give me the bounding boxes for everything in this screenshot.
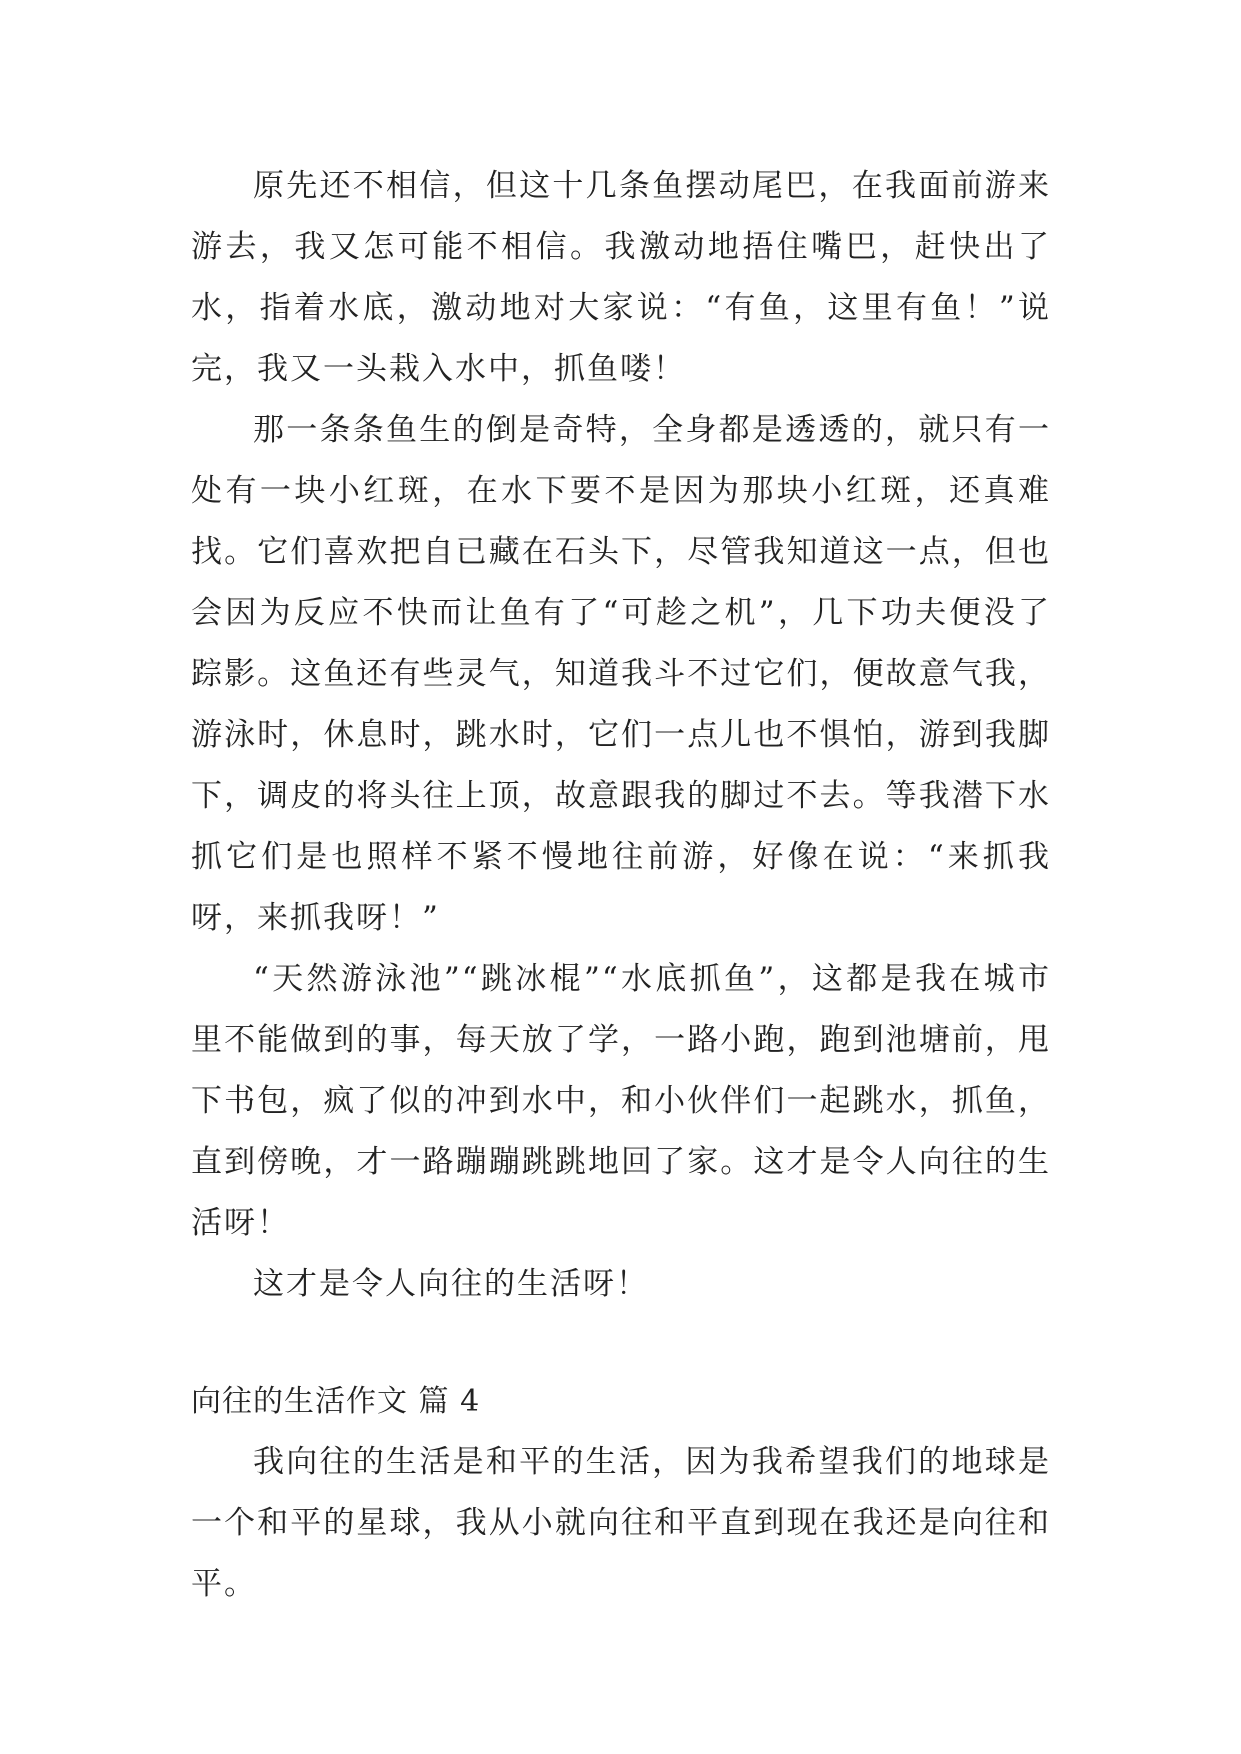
paragraph-village-life: “天然游泳池”“跳冰棍”“水底抓鱼”，这都是我在城市里不能做到的事，每天放了学，一路小跑，跑到池塘前，甩下书包，疯了似的冲到水中，和小伙伴们一起跳水，抓鱼，直到傍晚，才一路蹦蹦跳跳地回了家。这才是令人向往的生活呀！ bbox=[191, 961, 1051, 1241]
section-heading: 向往的生活作文 篇 4 bbox=[191, 1384, 481, 1419]
paragraph-fish-discovery: 原先还不相信，但这十几条鱼摆动尾巴，在我面前游来游去，我又怎可能不相信。我激动地捂住嘴巴，赶快出了水，指着水底，激动地对大家说：“有鱼，这里有鱼！”说完，我又一头栽入水中，抓鱼喽！ bbox=[191, 168, 1051, 387]
section-spacer bbox=[191, 1315, 1051, 1371]
paragraph-conclusion: 这才是令人向往的生活呀！ bbox=[253, 1266, 649, 1302]
document-body bbox=[191, 156, 1051, 1615]
paragraph-fish-description: 那一条条鱼生的倒是奇特，全身都是透透的，就只有一处有一块小红斑，在水下要不是因为那块小红斑，还真难找。它们喜欢把自已藏在石头下，尽管我知道这一点，但也会因为反应不快而让鱼有了“可趁之机”，几下功夫便没了踪影。这鱼还有些灵气，知道我斗不过它们，便故意气我，游泳时，休息时，跳水时，它们一点儿也不惧怕，游到我脚下，调皮的将头往上顶，故意跟我的脚过不去。等我潜下水抓它们是也照样不紧不慢地往前游，好像在说：“来抓我呀，来抓我呀！” bbox=[191, 412, 1051, 936]
paragraph-peace: 我向往的生活是和平的生活，因为我希望我们的地球是一个和平的星球，我从小就向往和平直到现在我还是向往和平。 bbox=[191, 1444, 1051, 1602]
